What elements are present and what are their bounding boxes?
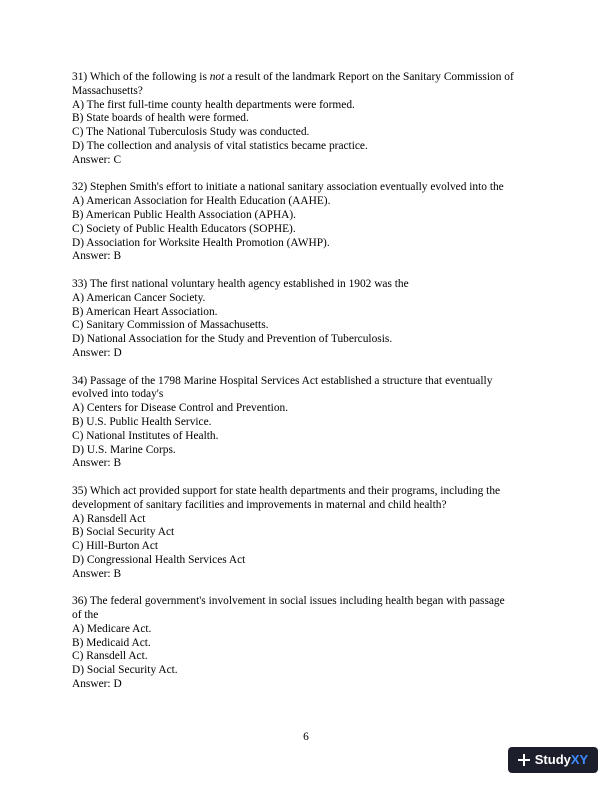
stem-text: 32) Stephen Smith's effort to initiate a national sanitary association eventually evolved into the [72, 181, 504, 194]
answer-option: D) The collection and analysis of vital statistics became practice. [72, 139, 368, 152]
answer-option: B) Medicaid Act. [72, 636, 151, 649]
answer-option: C) Society of Public Health Educators (SOPHE). [72, 222, 296, 235]
question-block [72, 278, 542, 361]
brand-name-main: Study [534, 752, 571, 768]
answer-option: C) Sanitary Commission of Massachusetts. [72, 319, 269, 332]
question-stem-line [72, 499, 542, 513]
question-block [72, 595, 542, 692]
question-stem-line [72, 375, 542, 389]
question-block [72, 71, 542, 168]
answer-option: D) U.S. Marine Corps. [72, 443, 176, 456]
answer-key: Answer: D [72, 346, 122, 359]
question-block [72, 181, 542, 264]
answer-option: A) American Association for Health Education (AAHE). [72, 195, 331, 208]
stem-text: 35) Which act provided support for state health departments and their programs, including the [72, 484, 501, 497]
answer-option: B) American Heart Association. [72, 305, 218, 318]
question-block [72, 485, 542, 582]
answer-option: B) Social Security Act [72, 526, 175, 539]
answer-key: Answer: D [72, 678, 122, 691]
question-stem-line [72, 388, 542, 402]
brand-name-accent: XY [570, 752, 589, 768]
answer-option: B) American Public Health Association (APHA). [72, 208, 296, 221]
answer-key: Answer: B [72, 567, 122, 580]
brand-name [535, 753, 588, 767]
question-stem-line [72, 85, 542, 99]
stem-text: 31) Which of the following is [72, 71, 210, 83]
answer-option: D) National Association for the Study and Prevention of Tuberculosis. [72, 333, 393, 346]
question-stem-line [72, 71, 542, 85]
answer-option: C) National Institutes of Health. [72, 429, 219, 442]
answer-option: A) Centers for Disease Control and Prevention. [72, 402, 289, 415]
answer-option: C) The National Tuberculosis Study was conducted. [72, 126, 310, 139]
studyxy-badge[interactable] [508, 747, 598, 773]
answer-option: B) State boards of health were formed. [72, 112, 249, 125]
answer-option: D) Social Security Act. [72, 664, 178, 677]
stem-text: Massachusetts? [72, 84, 143, 97]
question-stem-line [72, 181, 542, 195]
answer-option: A) Ransdell Act [72, 512, 146, 525]
answer-option: A) The first full-time county health departments were formed. [72, 98, 355, 111]
question-stem-line [72, 278, 542, 292]
answer-option: B) U.S. Public Health Service. [72, 415, 212, 428]
stem-text: 34) Passage of the 1798 Marine Hospital Services Act established a structure that eventually [72, 374, 493, 387]
question-stem-line [72, 609, 542, 623]
answer-option: C) Ransdell Act. [72, 650, 148, 663]
answer-key: Answer: C [72, 153, 122, 166]
page-number: 6 [303, 731, 309, 743]
answer-option: D) Congressional Health Services Act [72, 553, 246, 566]
answer-option: C) Hill-Burton Act [72, 540, 159, 553]
question-list [72, 71, 542, 706]
answer-option: D) Association for Worksite Health Promotion (AWHP). [72, 236, 330, 249]
question-stem-line [72, 595, 542, 609]
stem-text: of the [72, 609, 99, 622]
stem-text: development of sanitary facilities and improvements in maternal and child health? [72, 498, 447, 511]
stem-text: evolved into today's [72, 388, 164, 401]
answer-option: A) Medicare Act. [72, 622, 152, 635]
answer-option: A) American Cancer Society. [72, 291, 206, 304]
stem-text: 33) The first national voluntary health agency established in 1902 was the [72, 277, 409, 290]
answer-key: Answer: B [72, 457, 122, 470]
stem-text: 36) The federal government's involvement in social issues including health began with passage [72, 595, 505, 608]
plus-icon [518, 754, 530, 766]
question-block [72, 375, 542, 472]
stem-text: a result of the landmark Report on the Sanitary Commission of [224, 71, 514, 83]
emphasis-text: not [209, 71, 225, 83]
question-stem-line [72, 485, 542, 499]
answer-key: Answer: B [72, 250, 122, 263]
